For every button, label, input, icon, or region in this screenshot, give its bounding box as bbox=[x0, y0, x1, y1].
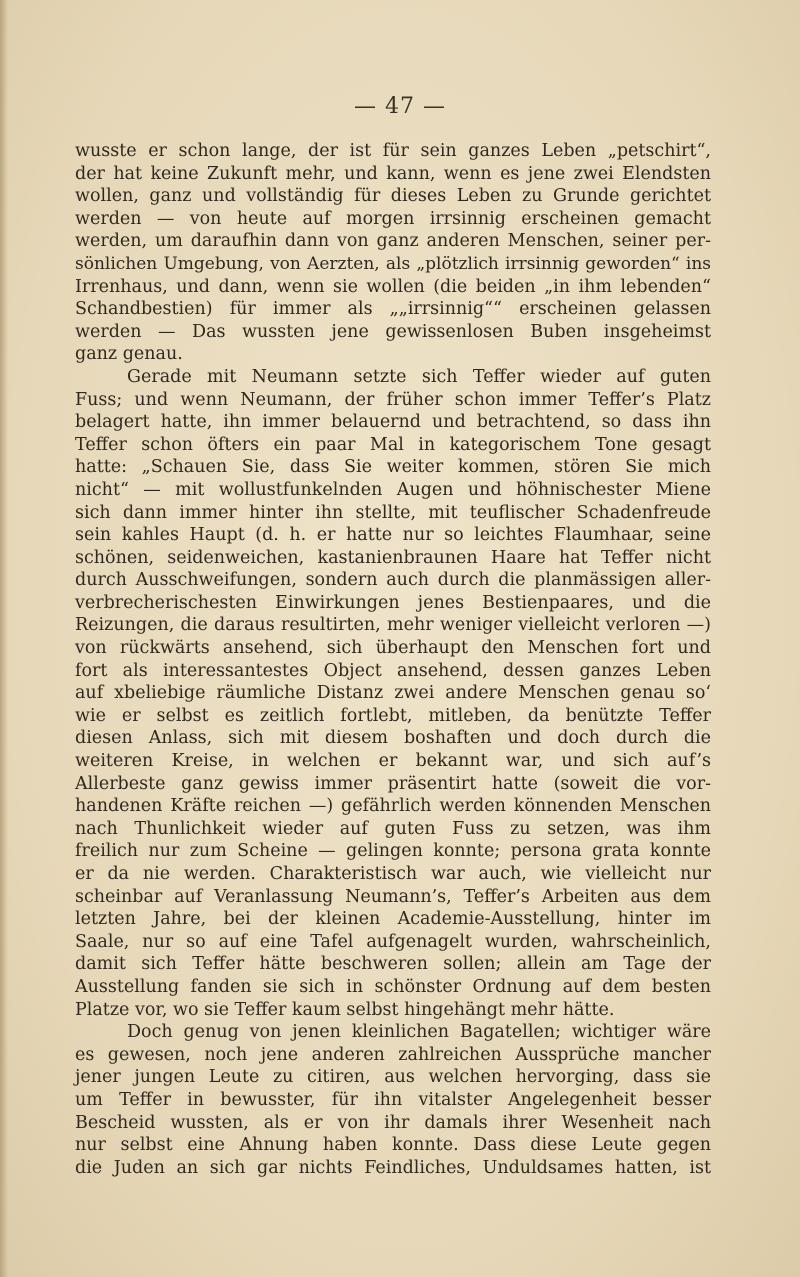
text-line: nach Thunlichkeit wieder auf guten Fuss zu setzen, was ihm bbox=[75, 818, 711, 839]
text-line: wollen, ganz und vollständig für dieses Leben zu Grunde gerichtet bbox=[75, 186, 711, 207]
text-line: Allerbeste ganz gewiss immer präsentirt hatte (soweit die vor- bbox=[75, 773, 711, 794]
text-line: Irrenhaus, und dann, wenn sie wollen (die beiden „in ihm lebenden“ bbox=[75, 276, 711, 297]
text-line: der hat keine Zukunft mehr, und kann, wenn es jene zwei Elendsten bbox=[75, 163, 711, 184]
text-line: Teffer schon öfters ein paar Mal in kategorischem Tone gesagt bbox=[75, 434, 711, 455]
text-line: Bescheid wussten, als er von ihr damals ihrer Wesenheit nach bbox=[75, 1112, 711, 1133]
text-line: weiteren Kreise, in welchen er bekannt war, und sich auf’s bbox=[75, 751, 711, 772]
text-line: letzten Jahre, bei der kleinen Academie-Ausstellung, hinter im bbox=[75, 909, 711, 930]
text-line: werden — von heute auf morgen irrsinnig erscheinen gemacht bbox=[75, 208, 711, 229]
text-line: um Teffer in bewusster, für ihn vitalster Angelegenheit besser bbox=[75, 1089, 711, 1110]
text-line: es gewesen, noch jene anderen zahlreichen Aussprüche mancher bbox=[75, 1044, 711, 1065]
text-line: verbrecherischesten Einwirkungen jenes Bestienpaares, und die bbox=[75, 592, 711, 613]
text-line: er da nie werden. Charakteristisch war auch, wie vielleicht nur bbox=[75, 864, 711, 884]
text-line: schönen, seidenweichen, kastanienbraunen Haare hat Teffer nicht bbox=[75, 547, 711, 568]
text-line: fort als interessantestes Object ansehend, dessen ganzes Leben bbox=[75, 660, 711, 681]
page-binding-edge bbox=[0, 0, 8, 1277]
text-line: werden, um daraufhin dann von ganz anderen Menschen, seiner per- bbox=[75, 231, 711, 252]
text-line: die Juden an sich gar nichts Feindliches, Unduldsames hatten, ist bbox=[75, 1157, 711, 1178]
text-line: jener jungen Leute zu citiren, aus welchen hervorging, dass sie bbox=[75, 1067, 711, 1088]
text-line: hatte: „Schauen Sie, dass Sie weiter kommen, stören Sie mich bbox=[75, 457, 711, 478]
text-line: wie er selbst es zeitlich fortlebt, mitleben, da benützte Teffer bbox=[75, 705, 711, 726]
text-line: durch Ausschweifungen, sondern auch durch die planmässigen aller- bbox=[75, 570, 711, 591]
text-line: nicht“ — mit wollustfunkelnden Augen und höhnischester Miene bbox=[75, 479, 711, 500]
body-text bbox=[75, 140, 711, 1179]
text-line: nur selbst eine Ahnung haben konnte. Dass diese Leute gegen bbox=[75, 1135, 711, 1156]
text-line: von rückwärts ansehend, sich überhaupt den Menschen fort und bbox=[75, 638, 711, 659]
text-line: ganz genau. bbox=[75, 344, 183, 365]
text-line: Fuss; und wenn Neumann, der früher schon immer Teffer’s Platz bbox=[75, 389, 711, 410]
text-line: sich dann immer hinter ihn stellte, mit teuflischer Schadenfreude bbox=[75, 502, 711, 523]
text-line: damit sich Teffer hätte beschweren sollen; allein am Tage der bbox=[75, 954, 711, 975]
text-line: scheinbar auf Veranlassung Neumann’s, Teffer’s Arbeiten aus dem bbox=[75, 886, 711, 907]
text-line: freilich nur zum Scheine — gelingen konnte; persona grata konnte bbox=[75, 841, 711, 862]
text-line: handenen Kräfte reichen —) gefährlich werden könnenden Menschen bbox=[75, 796, 711, 817]
text-line: wusste er schon lange, der ist für sein ganzes Leben „petschirt“, bbox=[75, 141, 711, 161]
text-line: sein kahles Haupt (d. h. er hatte nur so leichtes Flaumhaar, seine bbox=[75, 525, 711, 546]
text-line: Gerade mit Neumann setzte sich Teffer wieder auf guten bbox=[127, 366, 711, 387]
text-line: belagert hatte, ihn immer belauernd und betrachtend, so dass ihn bbox=[75, 412, 711, 433]
text-line: Platze vor, wo sie Teffer kaum selbst hingehängt mehr hätte. bbox=[75, 999, 615, 1020]
text-line: diesen Anlass, sich mit diesem boshaften und doch durch die bbox=[75, 728, 711, 749]
text-line: werden — Das wussten jene gewissenlosen Buben insgeheimst bbox=[75, 321, 711, 342]
text-line: sönlichen Umgebung, von Aerzten, als „plötzlich irrsinnig geworden“ ins bbox=[75, 253, 711, 274]
text-line: Schandbestien) für immer als „„irrsinnig““ erscheinen gelassen bbox=[75, 299, 711, 320]
text-line: auf xbeliebige räumliche Distanz zwei andere Menschen genau so‘ bbox=[75, 683, 711, 704]
text-line: Reizungen, die daraus resultirten, mehr weniger vielleicht verloren —) bbox=[75, 615, 711, 636]
page-number: — 47 — bbox=[354, 94, 446, 119]
text-line: Doch genug von jenen kleinlichen Bagatellen; wichtiger wäre bbox=[127, 1022, 711, 1043]
text-line: Saale, nur so auf eine Tafel aufgenagelt wurden, wahrscheinlich, bbox=[75, 931, 711, 952]
text-line: Ausstellung fanden sie sich in schönster Ordnung auf dem besten bbox=[75, 976, 711, 997]
